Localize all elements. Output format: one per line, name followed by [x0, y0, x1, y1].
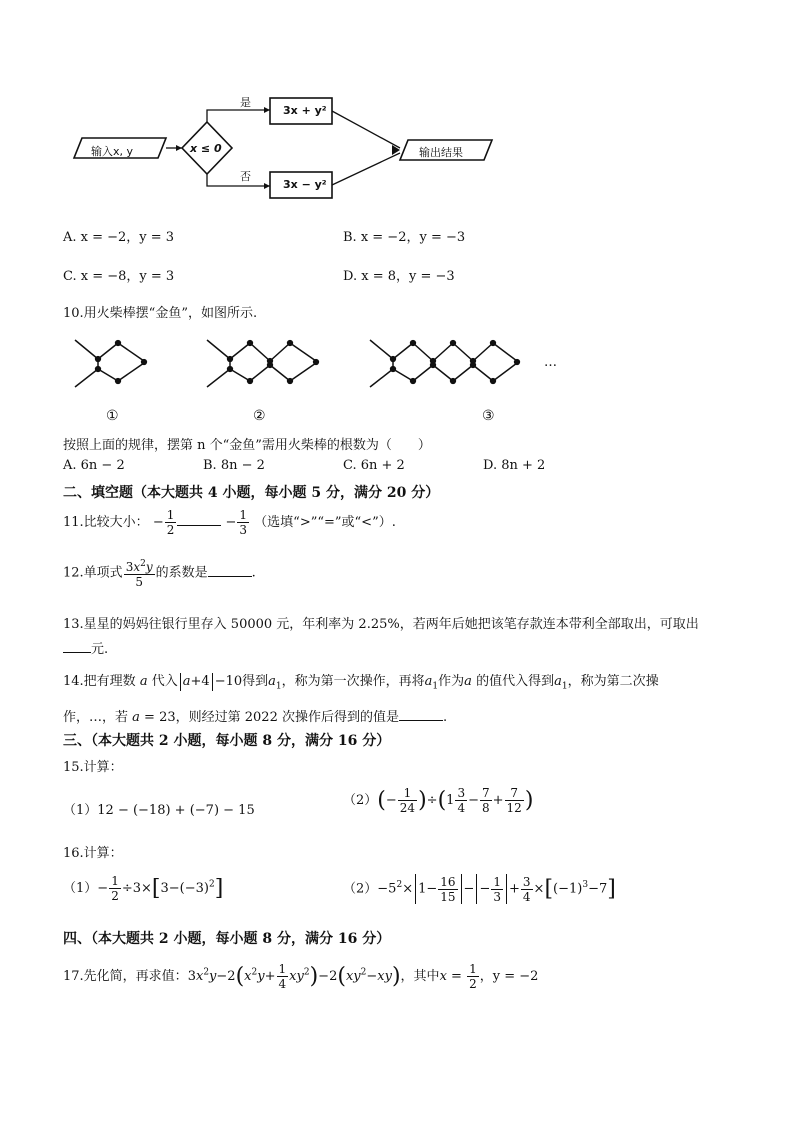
goldfish-figure-2: [202, 335, 327, 395]
section3-heading: 三、（本大题共 2 小题，每小题 8 分，满分 16 分）: [63, 733, 391, 749]
q9-option-a: A. x = −2，y = 3: [63, 230, 175, 245]
q14-text-f: 的值代入得到: [476, 674, 555, 689]
q12-prefix: 12.单项式: [63, 565, 123, 581]
q16-part1: （1）− $\frac{1}{2}$ $\div 3\times[3-(-3)^2]$: [63, 874, 224, 903]
q16-part2: $(2)-5^2\times 1-$ $\frac{16}{15}$ − − $\frac{1}{3}$ + $\frac{3}{4}$ $\times[(-1)^3-7]$: [343, 874, 616, 904]
q14-line2: 作，…，若 a = 23，则经过第 2022 次操作后得到的值是 .: [63, 710, 448, 725]
q10-label-3: ③: [482, 408, 495, 424]
q16-part2-label: （2）: [343, 881, 378, 897]
q14-text-b: 代入: [151, 674, 178, 689]
q10-question: 按照上面的规律，摆第 n 个“金鱼”需用火柴棒的根数为（ ）: [63, 438, 431, 453]
frac-1-3: $\frac{1}{3}$: [239, 508, 248, 537]
q10-label-2: ②: [253, 408, 266, 424]
q10-option-a: A. 6n − 2: [63, 458, 125, 473]
q10-option-d: D. 8n + 2: [483, 458, 546, 473]
q13-line2-text: 元.: [91, 642, 109, 657]
q14-text-j: .: [442, 710, 448, 725]
q10-stem: 10.用火柴棒摆“金鱼”，如图所示.: [63, 306, 258, 321]
q17-end: ，y = −2: [479, 969, 539, 984]
q9-option-c: C. x = −8，y = 3: [63, 269, 175, 284]
q10-ellipsis: …: [544, 355, 557, 370]
q9-option-b: B. x = −2，y = −3: [343, 230, 466, 245]
q14-text-c: 得到: [242, 674, 269, 689]
q11-prefix: 11.比较大小：: [63, 515, 149, 530]
q12-end: .: [251, 565, 256, 581]
q11-suffix: （选填“>”“=”或“<”）.: [254, 515, 396, 530]
q11-blank: [177, 513, 221, 526]
q14-line1: 14.把有理数 a 代入 a+4 −10得到$a_1$，称为第一次操作，再将$a_1$作为a 的值代入得到$a_1$，称为第二次操: [63, 674, 659, 692]
q10-option-c: C. 6n + 2: [343, 458, 405, 473]
q15-part1: （1）12 − (−18) + (−7) − 15: [63, 803, 255, 818]
flow-input-label: 输入x, y: [91, 145, 134, 158]
frac-1-2: $\frac{1}{2}$: [166, 508, 175, 537]
q11: 11.比较大小： − $\frac{1}{2}$ − $\frac{1}{3}$ （选填“>”“=”或“<”）.: [63, 508, 396, 537]
frac-monomial: $\frac{3x^2y}{5}$: [125, 559, 153, 589]
q10-label-1: ①: [106, 408, 119, 424]
q14-text-i: ，则经过第 2022 次操作后得到的值是: [175, 710, 399, 725]
q17: 17.先化简，再求值：$3x^2y-2(x^2y+$ $\frac{1}{4}$ $xy^2)-2(xy^2-xy)$，其中x = $\frac{1}{2}$ ，y = −2: [63, 962, 539, 991]
q15-stem: 15.计算：: [63, 760, 123, 775]
q17-mid: ，其中: [400, 969, 440, 984]
q15-part2: （2）(− $\frac{1}{24}$ )÷(1 $\frac{3}{4}$ − $\frac{7}{8}$ + $\frac{7}{12}$ ): [343, 786, 534, 815]
q10-option-b: B. 8n − 2: [203, 458, 265, 473]
flow-output-label: 输出结果: [419, 146, 463, 159]
section2-heading: 二、填空题（本大题共 4 小题，每小题 5 分，满分 20 分）: [63, 485, 440, 501]
q12: [63, 557, 256, 589]
flow-yes-formula: 3x + y²: [283, 104, 327, 117]
q14-text-a: 14.把有理数: [63, 674, 136, 689]
q14-blank: [399, 708, 443, 721]
q13-blank: [63, 640, 91, 653]
q13-line2: [63, 638, 108, 657]
q13-line1: 13.星星的妈妈往银行里存入 50000 元，年利率为 2.25%，若两年后她把该笔存款连本带利全部取出，可取出: [63, 617, 699, 632]
q12-suffix: 的系数是: [155, 565, 208, 581]
flow-yes-label: 是: [240, 96, 251, 109]
q12-blank: [208, 564, 252, 577]
section4-heading: 四、（本大题共 2 小题，每小题 8 分，满分 16 分）: [63, 931, 391, 947]
q14-text-g: ，称为第二次操: [567, 674, 659, 689]
q16-part1-label: （1）: [63, 881, 98, 896]
q16-stem: 16.计算：: [63, 846, 123, 861]
goldfish-figure-1: [70, 335, 160, 395]
flow-condition-label: x ≤ 0: [190, 142, 222, 155]
q14-text-e: 作为: [438, 674, 465, 689]
q17-prefix: 17.先化简，再求值：: [63, 969, 188, 984]
flow-no-formula: 3x − y²: [283, 178, 327, 191]
q9-option-d: D. x = 8，y = −3: [343, 269, 455, 284]
flow-no-label: 否: [240, 170, 251, 183]
q14-text-h: 作，…，若: [63, 710, 129, 725]
q14-text-d: ，称为第一次操作，再将: [281, 674, 425, 689]
q15-part2-label: （2）: [343, 793, 378, 808]
goldfish-figure-3: [365, 335, 525, 395]
